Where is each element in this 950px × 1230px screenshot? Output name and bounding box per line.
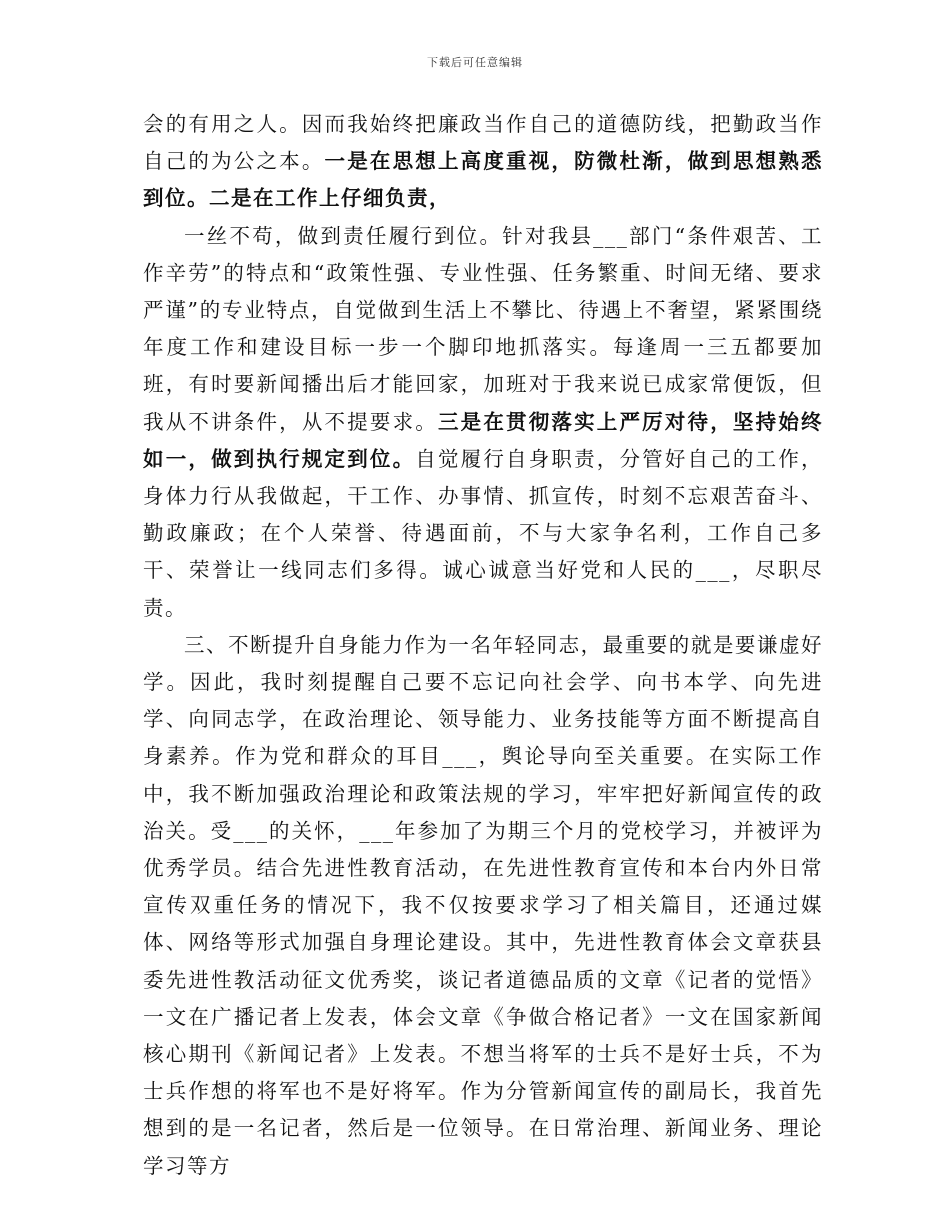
text-run: 会的有用之人。因而我始终把廉政当作自己的道德防线，把勤政当作自己的为公之本。 (143, 112, 823, 174)
page-header: 下载后可任意编辑 (427, 56, 523, 69)
text-run: 三、不断提升自身能力作为一名年轻同志，最重要的就是要谦虚好学。因此，我时刻提醒自己要不忘记向社会学、向书本学、向先进学、向同志学，在政治理论、领导能力、业务技能等方面不断提高自身素养。作为党和群众的耳目___，舆论导向至关重要。在实际工作中，我不断加强政治理论和政策法规的学习，牢牢把好新闻宣传的政治关。受___的关怀，___年参加了为期三个月的党校学习，并被评为优秀学员。结合先进性教育活动，在先进性教育宣传和本台内外日常宣传双重任务的情况下，我不仅按要求学习了相关篇目，还通过媒体、网络等形式加强自身理论建设。其中，先进性教育体会文章获县委先进性教活动征文优秀奖，谈记者道德品质的文章《记者的觉悟》一文在广播记者上发表，体会文章《争做合格记者》一文在国家新闻核心期刊《新闻记者》上发表。不想当将军的士兵不是好士兵，不为士兵作想的将军也不是好将军。作为分管新闻宣传的副局长，我首先想到的是一名记者，然后是一位领导。在日常治理、新闻业务、理论学习等方 (143, 632, 823, 1178)
text-run: 自觉履行自身职责，分管好自己的工作，身体力行从我做起，干工作、办事情、抓宣传，时刻不忘艰苦奋斗、勤政廉政；在个人荣誉、待遇面前，不与大家争名利，工作自己多干、荣誉让一线同志们多得。诚心诚意当好党和人民的___，尽职尽责。 (143, 446, 824, 620)
bold-text-run: 一是在思想上高度重视，防微杜渐，做到思想熟悉到位。二是在工作上仔细负责， (143, 149, 824, 211)
paragraph (143, 106, 823, 218)
document-body (143, 106, 823, 1185)
text-run: 一丝不苟，做到责任履行到位。针对我县___部门“条件艰苦、工作辛劳”的特点和“政策性强、专业性强、任务繁重、时间无绪、要求严谨”的专业特点，自觉做到生活上不攀比、待遇上不奢望，紧紧围绕年度工作和建设目标一步一个脚印地抓落实。每逢周一三五都要加班，有时要新闻播出后才能回家，加班对于我来说已成家常便饭，但我从不讲条件，从不提要求。 (143, 223, 823, 434)
bold-text-run: 三是在贯彻落实上严厉对待，坚持始终如一，做到执行规定到位。 (143, 409, 824, 471)
paragraph (143, 218, 823, 627)
paragraph (143, 627, 823, 1185)
